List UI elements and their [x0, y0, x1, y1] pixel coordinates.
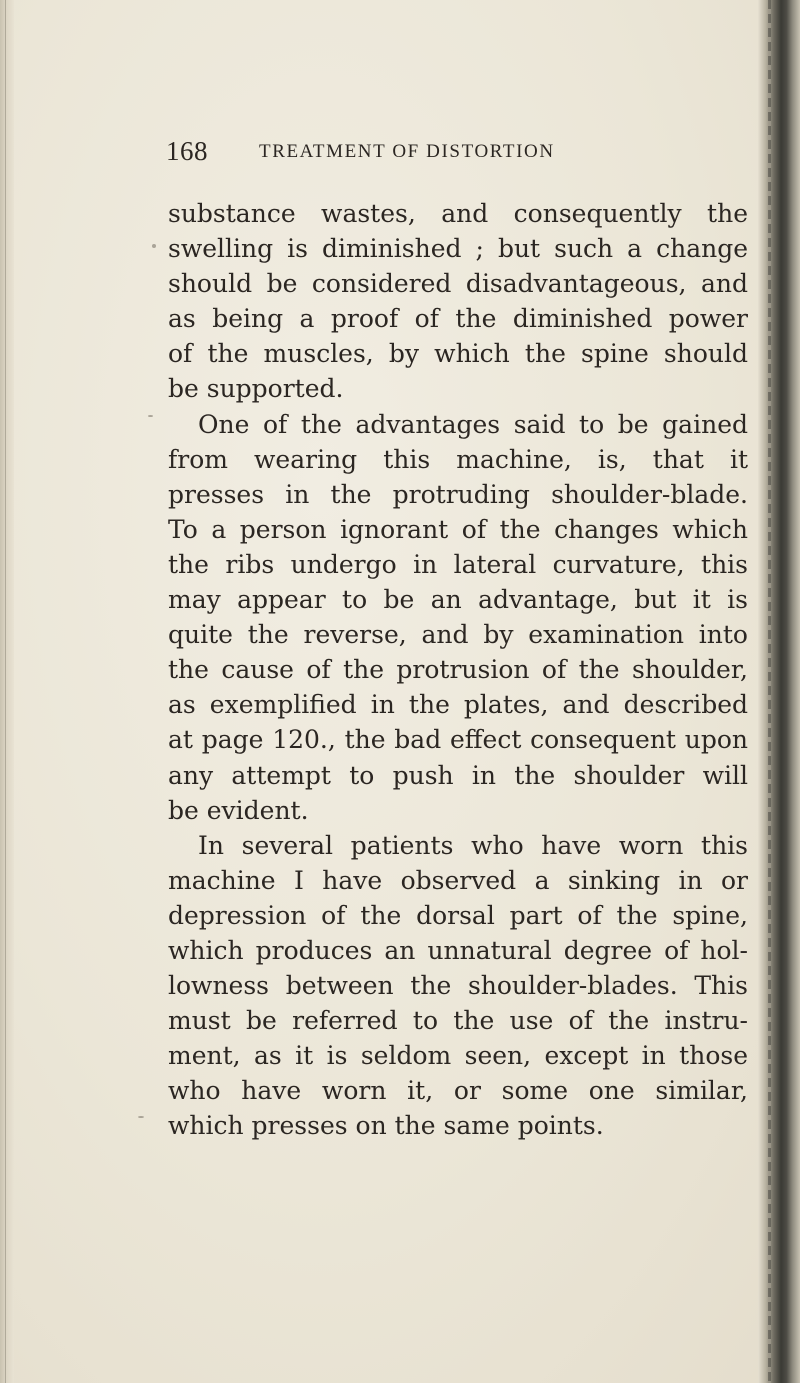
paragraph-start-line: One of the advantages said to be gained	[198, 409, 748, 439]
text-line: machine I have observed a sinking in or	[168, 865, 748, 895]
text-line: any attempt to push in the shoulder will	[168, 760, 748, 790]
text-line: may appear to be an advantage, but it is	[168, 585, 748, 615]
text-line: To a person ignorant of the changes which	[168, 514, 748, 544]
page-left-edge	[0, 0, 14, 1383]
body-text	[168, 196, 748, 1144]
text-line: ment, as it is seldom seen, except in those	[168, 1041, 748, 1071]
text-line: quite the reverse, and by examination into	[168, 620, 748, 650]
running-head	[166, 136, 746, 170]
paper-speck	[152, 244, 156, 248]
paragraph-start-line: In several patients who have worn this	[198, 830, 748, 860]
text-line: swelling is diminished ; but such a change	[168, 234, 748, 264]
text-line: as being a proof of the diminished power	[168, 304, 748, 334]
page-number: 168	[166, 136, 208, 166]
text-line: which presses on the same points.	[168, 1111, 604, 1141]
paper-speck	[148, 415, 153, 417]
text-line: at page 120., the bad effect consequent upon	[168, 725, 748, 755]
text-line: substance wastes, and consequently the	[168, 199, 748, 228]
text-line: of the muscles, by which the spine should	[168, 339, 748, 369]
running-head-title: TREATMENT OF DISTORTION	[259, 141, 555, 162]
text-line: depression of the dorsal part of the spine,	[168, 900, 748, 930]
text-line: be evident.	[168, 795, 309, 825]
text-line: which produces an unnatural degree of hol-	[168, 935, 748, 965]
text-line: lowness between the shoulder-blades. This	[168, 971, 748, 1001]
text-line: who have worn it, or some one similar,	[168, 1076, 748, 1106]
paper-speck	[138, 1116, 144, 1118]
text-line: presses in the protruding shoulder-blade.	[168, 479, 748, 509]
text-line: the cause of the protrusion of the shoulder,	[168, 655, 748, 685]
text-line: as exemplified in the plates, and described	[168, 690, 748, 720]
text-line: from wearing this machine, is, that it	[168, 444, 748, 474]
text-line: must be referred to the use of the instru-	[168, 1006, 748, 1036]
text-line: should be considered disadvantageous, and	[168, 269, 748, 299]
text-line: the ribs undergo in lateral curvature, this	[168, 549, 748, 579]
book-spine-edge	[758, 0, 800, 1383]
text-line: be supported.	[168, 374, 344, 404]
